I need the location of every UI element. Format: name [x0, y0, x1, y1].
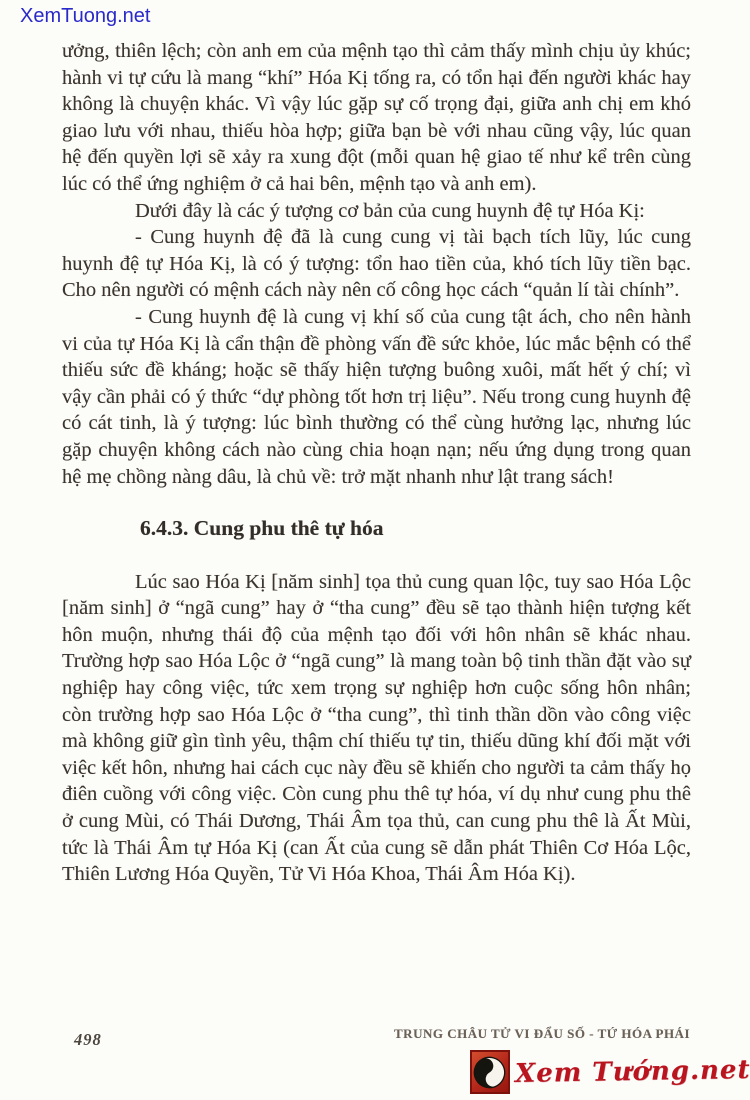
page-footer	[62, 1026, 690, 1050]
paragraph-bullet: - Cung huynh đệ đã là cung cung vị tài bạch tích lũy, lúc cung huynh đệ tự Hóa Kị, là có ý tượng: tổn hao tiền của, khó tích lũy tiền bạc. Cho nên người có mệnh cách này nên cố công học cách “quản lí tài chính”.	[62, 226, 691, 302]
paragraph: Lúc sao Hóa Kị [năm sinh] tọa thủ cung quan lộc, tuy sao Hóa Lộc [năm sinh] ở “ngã cung” hay ở “tha cung” đều sẽ tạo thành hiện tượng kết hôn muộn, nhưng thái độ của mệnh tạo đối với hôn nhân sẽ khác nhau. Trường hợp sao Hóa Lộc ở “ngã cung” là mang toàn bộ tinh thần đặt vào sự nghiệp hay công việc, tức xem trọng sự nghiệp hơn cuộc sống hôn nhân; còn trường hợp sao Hóa Lộc ở “tha cung”, thì tinh thần dồn vào công việc mà không giữ gìn tình yêu, thậm chí thiếu tự tin, thiếu dũng khí đối mặt với việc kết hôn, nhưng hai cách cục này đều sẽ khiến cho người ta cảm thấy họ điên cuồng với công việc. Còn cung phu thê tự hóa, ví dụ như cung phu thê ở cung Mùi, có Thái Dương, Thái Âm tọa thủ, can cung phu thê là Ất Mùi, tức là Thái Âm tự Hóa Kị (can Ất của cung sẽ dẫn phát Thiên Cơ Hóa Lộc, Thiên Lương Hóa Quyền, Tử Vi Hóa Khoa, Thái Âm Hóa Kị).	[62, 570, 691, 886]
page-body	[62, 38, 691, 888]
site-logo-text: Xem Tướng.net	[514, 1054, 750, 1090]
paragraph: Dưới đây là các ý tượng cơ bản của cung huynh đệ tự Hóa Kị:	[135, 199, 645, 222]
running-footer-title: TRUNG CHÂU TỬ VI ĐẨU SỐ - TỨ HÓA PHÁI	[394, 1026, 690, 1041]
site-logo[interactable]	[470, 1050, 750, 1094]
watermark-site-link[interactable]: XemTuong.net	[20, 5, 151, 27]
paragraph-bullet: - Cung huynh đệ là cung vị khí số của cung tật ách, cho nên hành vi của tự Hóa Kị là cẩn thận đề phòng vấn đề sức khỏe, lúc mắc bệnh có thể thiếu sức đề kháng; hoặc sẽ thấy hiện tượng buông xuôi, mất hết ý chí; vì vậy cần phải có ý thức “dự phòng tốt hơn trị liệu”. Nếu trong cung huynh đệ có cát tinh, là ý tượng: lúc bình thường có thể cùng hưởng lạc, nhưng lúc gặp chuyện không cách nào cùng chia hoạn nạn; nếu ứng dụng trong quan hệ mẹ chồng nàng dâu, là chủ về: trở mặt nhanh như lật trang sách!	[62, 305, 691, 488]
yin-yang-icon	[470, 1050, 510, 1094]
section-heading: 6.4.3. Cung phu thê tự hóa	[140, 516, 384, 541]
page-number: 498	[74, 1030, 102, 1049]
paragraph-continuation: ưởng, thiên lệch; còn anh em của mệnh tạo thì cảm thấy mình chịu ủy khúc; hành vi tự cứu là mang “khí” Hóa Kị tống ra, có tổn hại đến người khác hay không là chuyện khác. Vì vậy lúc gặp sự cố trọng đại, giữa anh chị em khó giao lưu với nhau, thiếu hòa hợp; giữa bạn bè với nhau cũng vậy, lúc quan hệ đến quyền lợi sẽ xảy ra xung đột (mỗi quan hệ giao tế như kể trên cùng lúc có thể ứng nghiệm ở cả hai bên, mệnh tạo và anh em).	[62, 40, 691, 195]
